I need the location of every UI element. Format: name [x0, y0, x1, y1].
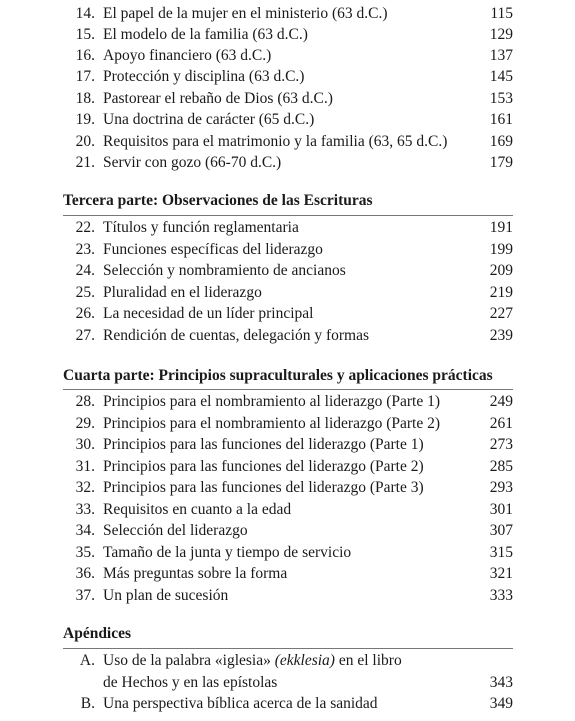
- entry-page: 293: [489, 479, 513, 496]
- entry-page: 137: [489, 47, 513, 64]
- entry-title: Requisitos en cuanto a la edad: [103, 501, 292, 518]
- toc-entry: [0, 24, 575, 46]
- entry-page: 321: [489, 565, 513, 582]
- toc-entry: [0, 542, 575, 564]
- section-divider: [63, 648, 513, 649]
- entry-page: 169: [489, 133, 513, 150]
- entry-number: 32.: [75, 479, 95, 496]
- entry-number: 26.: [75, 305, 95, 322]
- toc-entry: [0, 109, 575, 131]
- toc-entry: [0, 499, 575, 521]
- entry-title-part2: en el libro: [334, 652, 402, 669]
- entry-page: 249: [489, 393, 513, 410]
- entry-title: [103, 650, 402, 672]
- entry-title: Principios para las funciones del liderazgo (Parte 3): [103, 479, 424, 496]
- entry-page: 343: [489, 674, 513, 691]
- toc-entry: [0, 3, 575, 25]
- entry-title: Requisitos para el matrimonio y la familia (63, 65 d.C.): [103, 133, 448, 150]
- toc-entry: [0, 282, 575, 304]
- entry-page: 129: [489, 26, 513, 43]
- entry-number: 16.: [75, 47, 95, 64]
- entry-number: 34.: [75, 522, 95, 539]
- entry-number: 17.: [75, 68, 95, 85]
- entry-number: 30.: [75, 436, 95, 453]
- entry-number: 14.: [75, 5, 95, 22]
- section-divider: [63, 389, 513, 390]
- entry-title: Una doctrina de carácter (65 d.C.): [103, 111, 315, 128]
- entry-title: Títulos y función reglamentaria: [103, 219, 299, 236]
- entry-page: 179: [489, 154, 513, 171]
- toc-entry: [0, 152, 575, 174]
- toc-entry: [0, 239, 575, 261]
- entry-number: B.: [80, 695, 95, 712]
- entry-title: Principios para el nombramiento al liderazgo (Parte 2): [103, 415, 441, 432]
- entry-title-italic: (ekklesia): [274, 652, 335, 669]
- toc-entry: [0, 391, 575, 413]
- entry-title: La necesidad de un líder principal: [103, 305, 314, 322]
- entry-number: 15.: [75, 26, 95, 43]
- entry-number: 24.: [75, 262, 95, 279]
- toc-entry: [0, 650, 575, 672]
- entry-page: 315: [489, 544, 513, 561]
- entry-page: 261: [489, 415, 513, 432]
- entry-page: 307: [489, 522, 513, 539]
- entry-title: Principios para las funciones del liderazgo (Parte 2): [103, 458, 424, 475]
- entry-number: 19.: [75, 111, 95, 128]
- entry-number: 35.: [75, 544, 95, 561]
- toc-entry: [0, 88, 575, 110]
- entry-page: 349: [489, 695, 513, 712]
- toc-entry: [0, 131, 575, 153]
- entry-title-part1: Uso de la palabra «iglesia»: [103, 652, 275, 669]
- entry-page: 115: [490, 5, 513, 22]
- entry-title: Una perspectiva bíblica acerca de la sanidad: [103, 695, 378, 712]
- entry-title: Principios para el nombramiento al liderazgo (Parte 1): [103, 393, 441, 410]
- toc-entry: [0, 260, 575, 282]
- toc-entry: [0, 217, 575, 239]
- entry-number: 27.: [75, 327, 95, 344]
- entry-page: 161: [489, 111, 513, 128]
- entry-number: 18.: [75, 90, 95, 107]
- entry-number: 20.: [75, 133, 95, 150]
- entry-title: Principios para las funciones del liderazgo (Parte 1): [103, 436, 424, 453]
- entry-title: Apoyo financiero (63 d.C.): [103, 47, 272, 64]
- entry-number: 33.: [75, 501, 95, 518]
- section-divider: [63, 215, 513, 216]
- toc-entry: [0, 434, 575, 456]
- entry-page: 153: [489, 90, 513, 107]
- entry-number: 37.: [75, 587, 95, 604]
- entry-number: 21.: [75, 154, 95, 171]
- entry-title: El papel de la mujer en el ministerio (63 d.C.): [103, 5, 388, 22]
- toc-entry: [0, 66, 575, 88]
- section-heading: Apéndices: [63, 625, 132, 642]
- section-heading: Cuarta parte: Principios supraculturales y aplicaciones prácticas: [63, 367, 493, 384]
- entry-number: 23.: [75, 241, 95, 258]
- entry-number: 29.: [75, 415, 95, 432]
- entry-title: Selección del liderazgo: [103, 522, 248, 539]
- section-heading: Tercera parte: Observaciones de las Escrituras: [63, 192, 373, 209]
- entry-title: Pastorear el rebaño de Dios (63 d.C.): [103, 90, 333, 107]
- entry-title: Rendición de cuentas, delegación y formas: [103, 327, 369, 344]
- toc-entry: [0, 413, 575, 435]
- entry-page: 219: [489, 284, 513, 301]
- toc-entry: [0, 693, 575, 715]
- entry-page: 209: [489, 262, 513, 279]
- entry-page: 199: [489, 241, 513, 258]
- entry-title: Protección y disciplina (63 d.C.): [103, 68, 305, 85]
- entry-number: 28.: [75, 393, 95, 410]
- toc-entry: [0, 585, 575, 607]
- toc-entry: [0, 456, 575, 478]
- entry-title: El modelo de la familia (63 d.C.): [103, 26, 308, 43]
- toc-entry: [0, 325, 575, 347]
- entry-page: 191: [489, 219, 513, 236]
- toc-entry: [0, 303, 575, 325]
- toc-entry: [0, 477, 575, 499]
- entry-page: 285: [489, 458, 513, 475]
- entry-title-line2: de Hechos y en las epístolas: [103, 674, 278, 691]
- entry-title: Funciones específicas del liderazgo: [103, 241, 323, 258]
- toc-entry: [0, 45, 575, 67]
- entry-number: 22.: [75, 219, 95, 236]
- entry-title: Un plan de sucesión: [103, 587, 229, 604]
- entry-number: 36.: [75, 565, 95, 582]
- entry-page: 239: [489, 327, 513, 344]
- entry-title: Selección y nombramiento de ancianos: [103, 262, 346, 279]
- entry-page: 301: [489, 501, 513, 518]
- toc-entry-continuation: [0, 672, 575, 694]
- entry-number: 31.: [75, 458, 95, 475]
- entry-number: A.: [79, 652, 95, 669]
- entry-title: Tamaño de la junta y tiempo de servicio: [103, 544, 352, 561]
- entry-title: Pluralidad en el liderazgo: [103, 284, 262, 301]
- toc-entry: [0, 520, 575, 542]
- entry-page: 145: [489, 68, 513, 85]
- toc-entry: [0, 563, 575, 585]
- entry-title: Servir con gozo (66-70 d.C.): [103, 154, 282, 171]
- entry-number: 25.: [75, 284, 95, 301]
- entry-title: Más preguntas sobre la forma: [103, 565, 288, 582]
- entry-page: 273: [489, 436, 513, 453]
- entry-page: 333: [489, 587, 513, 604]
- entry-page: 227: [489, 305, 513, 322]
